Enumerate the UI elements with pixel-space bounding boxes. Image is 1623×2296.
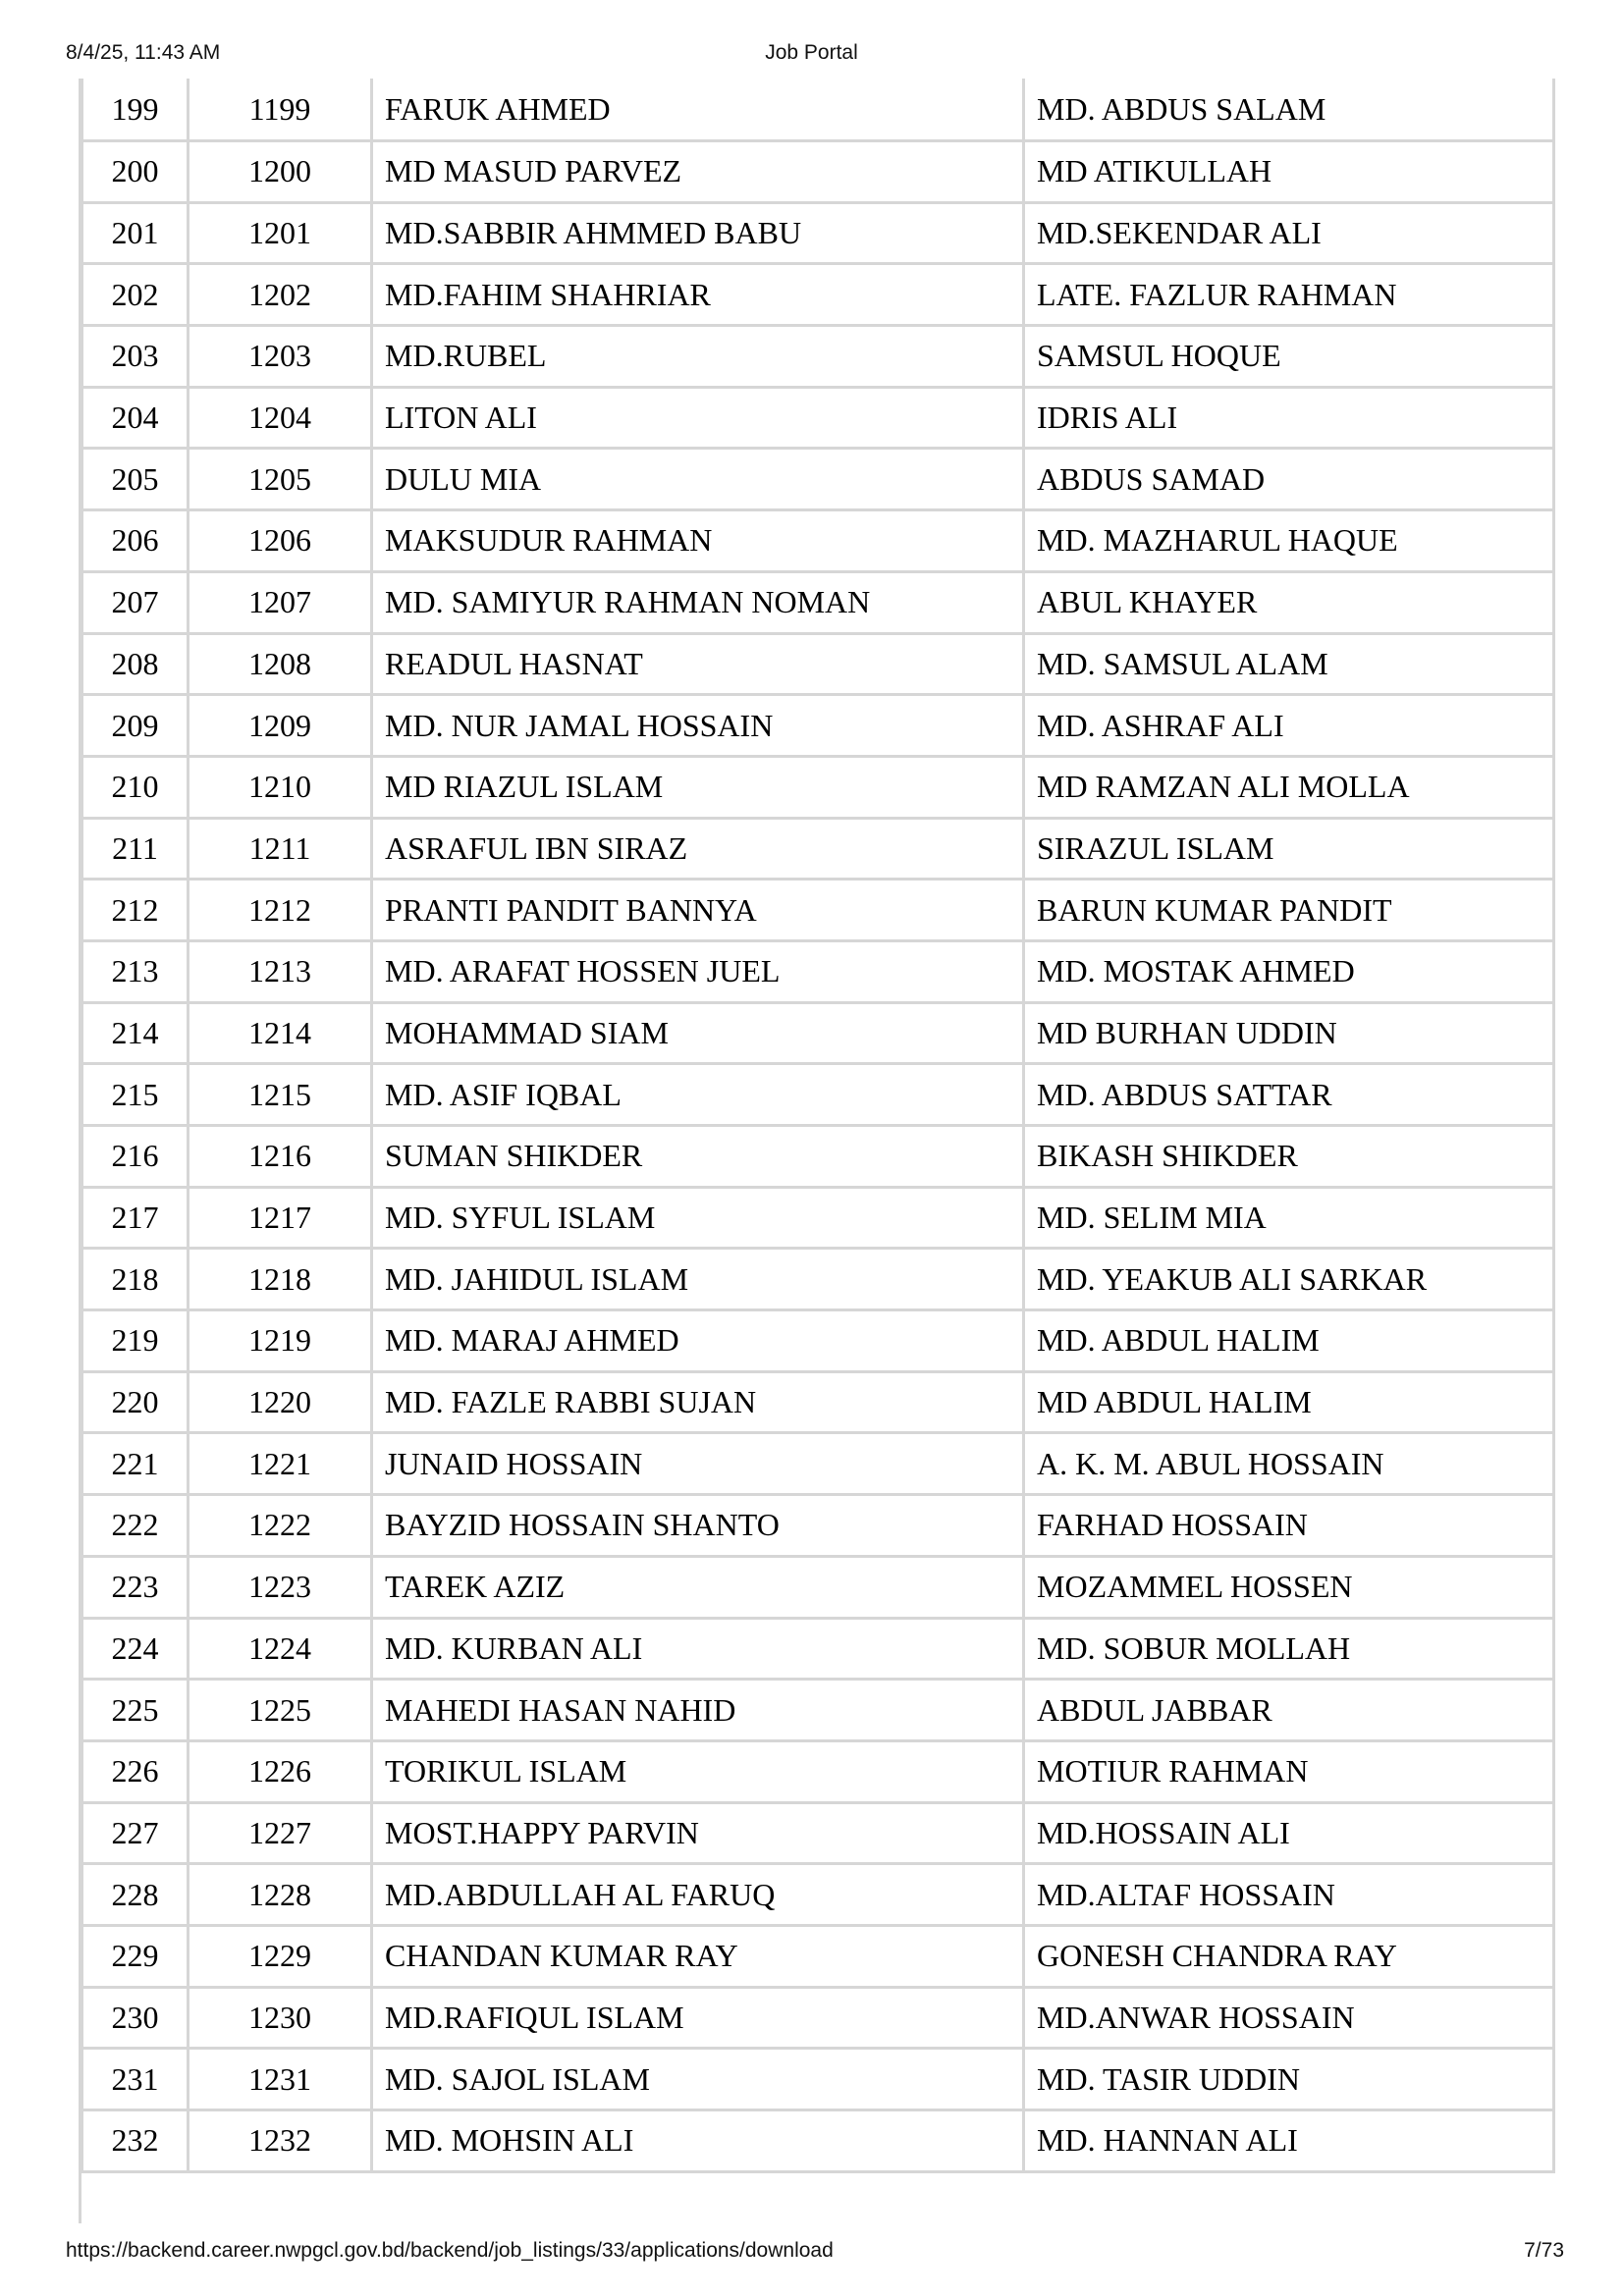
father-name-cell: MD ATIKULLAH bbox=[1024, 141, 1554, 203]
name-cell: JUNAID HOSSAIN bbox=[372, 1433, 1024, 1495]
father-name-cell: MD.SEKENDAR ALI bbox=[1024, 202, 1554, 264]
table-row bbox=[82, 449, 1554, 510]
roll-cell: 1228 bbox=[189, 1864, 372, 1926]
roll-cell: 1213 bbox=[189, 940, 372, 1002]
name-cell: MD. JAHIDUL ISLAM bbox=[372, 1249, 1024, 1310]
applicant-table-body bbox=[82, 79, 1554, 2171]
table-row bbox=[82, 1802, 1554, 1864]
father-name-cell: ABUL KHAYER bbox=[1024, 571, 1554, 633]
roll-cell: 1217 bbox=[189, 1187, 372, 1249]
roll-cell: 1225 bbox=[189, 1680, 372, 1741]
father-name-cell: MD RAMZAN ALI MOLLA bbox=[1024, 756, 1554, 818]
father-name-cell: BIKASH SHIKDER bbox=[1024, 1126, 1554, 1188]
father-name-cell: MD. MAZHARUL HAQUE bbox=[1024, 510, 1554, 572]
name-cell: MD. SYFUL ISLAM bbox=[372, 1187, 1024, 1249]
table-row bbox=[82, 1495, 1554, 1557]
name-cell: MD MASUD PARVEZ bbox=[372, 141, 1024, 203]
serial-cell: 215 bbox=[82, 1064, 189, 1126]
serial-cell: 206 bbox=[82, 510, 189, 572]
father-name-cell: BARUN KUMAR PANDIT bbox=[1024, 880, 1554, 941]
roll-cell: 1212 bbox=[189, 880, 372, 941]
roll-cell: 1229 bbox=[189, 1925, 372, 1987]
serial-cell: 222 bbox=[82, 1495, 189, 1557]
father-name-cell: MD. SAMSUL ALAM bbox=[1024, 633, 1554, 695]
table-row bbox=[82, 2110, 1554, 2172]
name-cell: MAHEDI HASAN NAHID bbox=[372, 1680, 1024, 1741]
roll-cell: 1202 bbox=[189, 264, 372, 326]
roll-cell: 1208 bbox=[189, 633, 372, 695]
name-cell: MD.ABDULLAH AL FARUQ bbox=[372, 1864, 1024, 1926]
table-row bbox=[82, 387, 1554, 449]
roll-cell: 1200 bbox=[189, 141, 372, 203]
name-cell: READUL HASNAT bbox=[372, 633, 1024, 695]
table-row bbox=[82, 1864, 1554, 1926]
roll-cell: 1222 bbox=[189, 1495, 372, 1557]
table-row bbox=[82, 1618, 1554, 1680]
table-row bbox=[82, 1987, 1554, 2049]
roll-cell: 1219 bbox=[189, 1310, 372, 1372]
roll-cell: 1223 bbox=[189, 1556, 372, 1618]
serial-cell: 216 bbox=[82, 1126, 189, 1188]
name-cell: LITON ALI bbox=[372, 387, 1024, 449]
print-datetime: 8/4/25, 11:43 AM bbox=[66, 41, 221, 64]
name-cell: MOHAMMAD SIAM bbox=[372, 1002, 1024, 1064]
roll-cell: 1201 bbox=[189, 202, 372, 264]
roll-cell: 1224 bbox=[189, 1618, 372, 1680]
table-row bbox=[82, 1064, 1554, 1126]
name-cell: MD. FAZLE RABBI SUJAN bbox=[372, 1371, 1024, 1433]
father-name-cell: SIRAZUL ISLAM bbox=[1024, 818, 1554, 880]
father-name-cell: MD. ABDUS SALAM bbox=[1024, 79, 1554, 141]
serial-cell: 211 bbox=[82, 818, 189, 880]
print-footer bbox=[0, 2239, 1623, 2269]
father-name-cell: MD ABDUL HALIM bbox=[1024, 1371, 1554, 1433]
table-row bbox=[82, 1187, 1554, 1249]
table-row bbox=[82, 1925, 1554, 1987]
table-row bbox=[82, 1126, 1554, 1188]
father-name-cell: MOZAMMEL HOSSEN bbox=[1024, 1556, 1554, 1618]
table-row bbox=[82, 1433, 1554, 1495]
father-name-cell: MD BURHAN UDDIN bbox=[1024, 1002, 1554, 1064]
serial-cell: 213 bbox=[82, 940, 189, 1002]
name-cell: PRANTI PANDIT BANNYA bbox=[372, 880, 1024, 941]
name-cell: MD RIAZUL ISLAM bbox=[372, 756, 1024, 818]
roll-cell: 1205 bbox=[189, 449, 372, 510]
father-name-cell: MD. SELIM MIA bbox=[1024, 1187, 1554, 1249]
applicant-table bbox=[81, 79, 1555, 2173]
serial-cell: 230 bbox=[82, 1987, 189, 2049]
print-url: https://backend.career.nwpgcl.gov.bd/backend/job_listings/33/applications/download bbox=[66, 2239, 834, 2262]
roll-cell: 1211 bbox=[189, 818, 372, 880]
serial-cell: 199 bbox=[82, 79, 189, 141]
serial-cell: 232 bbox=[82, 2110, 189, 2172]
table-row bbox=[82, 1002, 1554, 1064]
roll-cell: 1199 bbox=[189, 79, 372, 141]
roll-cell: 1227 bbox=[189, 1802, 372, 1864]
serial-cell: 223 bbox=[82, 1556, 189, 1618]
serial-cell: 203 bbox=[82, 326, 189, 388]
serial-cell: 221 bbox=[82, 1433, 189, 1495]
name-cell: FARUK AHMED bbox=[372, 79, 1024, 141]
roll-cell: 1231 bbox=[189, 2049, 372, 2110]
serial-cell: 217 bbox=[82, 1187, 189, 1249]
father-name-cell: MD. ASHRAF ALI bbox=[1024, 695, 1554, 757]
father-name-cell: A. K. M. ABUL HOSSAIN bbox=[1024, 1433, 1554, 1495]
roll-cell: 1203 bbox=[189, 326, 372, 388]
name-cell: MD.RAFIQUL ISLAM bbox=[372, 1987, 1024, 2049]
name-cell: MD.SABBIR AHMMED BABU bbox=[372, 202, 1024, 264]
father-name-cell: LATE. FAZLUR RAHMAN bbox=[1024, 264, 1554, 326]
serial-cell: 210 bbox=[82, 756, 189, 818]
table-row bbox=[82, 79, 1554, 141]
serial-cell: 208 bbox=[82, 633, 189, 695]
name-cell: MD. MARAJ AHMED bbox=[372, 1310, 1024, 1372]
name-cell: MD.RUBEL bbox=[372, 326, 1024, 388]
page-title: Job Portal bbox=[765, 41, 858, 64]
serial-cell: 219 bbox=[82, 1310, 189, 1372]
serial-cell: 209 bbox=[82, 695, 189, 757]
name-cell: MD. KURBAN ALI bbox=[372, 1618, 1024, 1680]
table-row bbox=[82, 1680, 1554, 1741]
father-name-cell: SAMSUL HOQUE bbox=[1024, 326, 1554, 388]
father-name-cell: MD. MOSTAK AHMED bbox=[1024, 940, 1554, 1002]
name-cell: MD. NUR JAMAL HOSSAIN bbox=[372, 695, 1024, 757]
name-cell: MAKSUDUR RAHMAN bbox=[372, 510, 1024, 572]
table-row bbox=[82, 756, 1554, 818]
table-row bbox=[82, 1249, 1554, 1310]
serial-cell: 226 bbox=[82, 1740, 189, 1802]
roll-cell: 1220 bbox=[189, 1371, 372, 1433]
table-row bbox=[82, 141, 1554, 203]
table-row bbox=[82, 1310, 1554, 1372]
serial-cell: 228 bbox=[82, 1864, 189, 1926]
father-name-cell: MD. HANNAN ALI bbox=[1024, 2110, 1554, 2172]
table-row bbox=[82, 818, 1554, 880]
roll-cell: 1207 bbox=[189, 571, 372, 633]
roll-cell: 1206 bbox=[189, 510, 372, 572]
roll-cell: 1218 bbox=[189, 1249, 372, 1310]
serial-cell: 207 bbox=[82, 571, 189, 633]
roll-cell: 1204 bbox=[189, 387, 372, 449]
serial-cell: 220 bbox=[82, 1371, 189, 1433]
father-name-cell: GONESH CHANDRA RAY bbox=[1024, 1925, 1554, 1987]
table-row bbox=[82, 571, 1554, 633]
roll-cell: 1214 bbox=[189, 1002, 372, 1064]
table-row bbox=[82, 326, 1554, 388]
roll-cell: 1226 bbox=[189, 1740, 372, 1802]
father-name-cell: MD. SOBUR MOLLAH bbox=[1024, 1618, 1554, 1680]
name-cell: MD. SAJOL ISLAM bbox=[372, 2049, 1024, 2110]
print-header bbox=[0, 41, 1623, 71]
serial-cell: 231 bbox=[82, 2049, 189, 2110]
name-cell: ASRAFUL IBN SIRAZ bbox=[372, 818, 1024, 880]
father-name-cell: FARHAD HOSSAIN bbox=[1024, 1495, 1554, 1557]
serial-cell: 225 bbox=[82, 1680, 189, 1741]
father-name-cell: MOTIUR RAHMAN bbox=[1024, 1740, 1554, 1802]
serial-cell: 218 bbox=[82, 1249, 189, 1310]
name-cell: TORIKUL ISLAM bbox=[372, 1740, 1024, 1802]
serial-cell: 224 bbox=[82, 1618, 189, 1680]
serial-cell: 200 bbox=[82, 141, 189, 203]
roll-cell: 1215 bbox=[189, 1064, 372, 1126]
name-cell: MOST.HAPPY PARVIN bbox=[372, 1802, 1024, 1864]
roll-cell: 1216 bbox=[189, 1126, 372, 1188]
father-name-cell: ABDUS SAMAD bbox=[1024, 449, 1554, 510]
father-name-cell: MD.HOSSAIN ALI bbox=[1024, 1802, 1554, 1864]
table-row bbox=[82, 1740, 1554, 1802]
serial-cell: 205 bbox=[82, 449, 189, 510]
name-cell: TAREK AZIZ bbox=[372, 1556, 1024, 1618]
name-cell: MD. ASIF IQBAL bbox=[372, 1064, 1024, 1126]
father-name-cell: MD. ABDUS SATTAR bbox=[1024, 1064, 1554, 1126]
table-row bbox=[82, 1556, 1554, 1618]
table-row bbox=[82, 264, 1554, 326]
father-name-cell: MD. TASIR UDDIN bbox=[1024, 2049, 1554, 2110]
table-row bbox=[82, 633, 1554, 695]
serial-cell: 227 bbox=[82, 1802, 189, 1864]
name-cell: SUMAN SHIKDER bbox=[372, 1126, 1024, 1188]
serial-cell: 201 bbox=[82, 202, 189, 264]
name-cell: MD. MOHSIN ALI bbox=[372, 2110, 1024, 2172]
serial-cell: 214 bbox=[82, 1002, 189, 1064]
table-row bbox=[82, 202, 1554, 264]
roll-cell: 1232 bbox=[189, 2110, 372, 2172]
table-row bbox=[82, 510, 1554, 572]
table-row bbox=[82, 2049, 1554, 2110]
roll-cell: 1209 bbox=[189, 695, 372, 757]
table-row bbox=[82, 880, 1554, 941]
roll-cell: 1230 bbox=[189, 1987, 372, 2049]
father-name-cell: MD. ABDUL HALIM bbox=[1024, 1310, 1554, 1372]
name-cell: BAYZID HOSSAIN SHANTO bbox=[372, 1495, 1024, 1557]
serial-cell: 212 bbox=[82, 880, 189, 941]
serial-cell: 204 bbox=[82, 387, 189, 449]
name-cell: DULU MIA bbox=[372, 449, 1024, 510]
page-number: 7/73 bbox=[1524, 2239, 1564, 2262]
roll-cell: 1210 bbox=[189, 756, 372, 818]
table-row bbox=[82, 695, 1554, 757]
roll-cell: 1221 bbox=[189, 1433, 372, 1495]
name-cell: MD. ARAFAT HOSSEN JUEL bbox=[372, 940, 1024, 1002]
father-name-cell: MD. YEAKUB ALI SARKAR bbox=[1024, 1249, 1554, 1310]
name-cell: MD. SAMIYUR RAHMAN NOMAN bbox=[372, 571, 1024, 633]
serial-cell: 229 bbox=[82, 1925, 189, 1987]
table-row bbox=[82, 1371, 1554, 1433]
name-cell: CHANDAN KUMAR RAY bbox=[372, 1925, 1024, 1987]
name-cell: MD.FAHIM SHAHRIAR bbox=[372, 264, 1024, 326]
table-row bbox=[82, 940, 1554, 1002]
father-name-cell: MD.ANWAR HOSSAIN bbox=[1024, 1987, 1554, 2049]
father-name-cell: ABDUL JABBAR bbox=[1024, 1680, 1554, 1741]
father-name-cell: MD.ALTAF HOSSAIN bbox=[1024, 1864, 1554, 1926]
father-name-cell: IDRIS ALI bbox=[1024, 387, 1554, 449]
serial-cell: 202 bbox=[82, 264, 189, 326]
